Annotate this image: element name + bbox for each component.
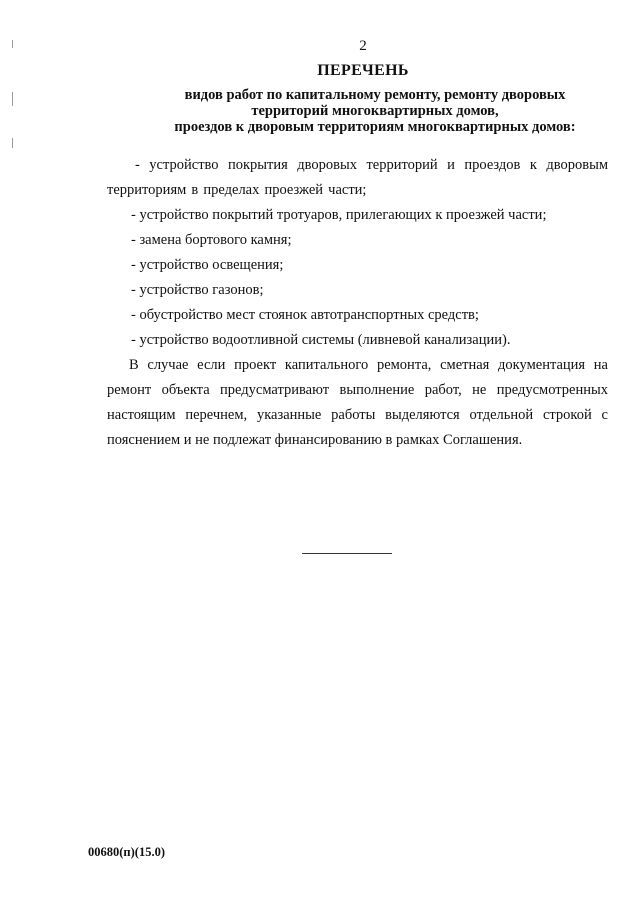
list-item: - устройство покрытий тротуаров, прилегающих к проезжей части;	[131, 207, 547, 223]
list-item: - замена бортового камня;	[131, 232, 292, 248]
document-subtitle	[150, 87, 600, 135]
closing-divider	[302, 553, 392, 554]
list-item: - обустройство мест стоянок автотранспортных средств;	[131, 307, 479, 323]
list-item: - устройство освещения;	[131, 257, 284, 273]
subtitle-line: проездов к дворовым территориям многоквартирных домов:	[174, 119, 576, 135]
document-code: 00680(п)(15.0)	[88, 845, 165, 859]
list-item: - устройство газонов;	[131, 282, 264, 298]
document-title: ПЕРЕЧЕНЬ	[317, 62, 409, 79]
list-item: - устройство водоотливной системы (ливневой канализации).	[131, 332, 511, 348]
document-body	[107, 153, 608, 468]
scan-artifact-mark	[12, 92, 13, 106]
subtitle-line: территорий многоквартирных домов,	[251, 103, 499, 119]
scan-artifact-mark	[12, 138, 13, 148]
list-item: - устройство покрытия дворовых территорий и проездов к дворовым территориям в пределах проезжей части;	[107, 157, 608, 198]
subtitle-line: видов работ по капитальному ремонту, ремонту дворовых	[184, 87, 566, 103]
note-paragraph: В случае если проект капитального ремонта, сметная документация на ремонт объекта предусматривают выполнение работ, не предусмотренных настоящим перечнем, указанные работы выделяются отдельной строкой с пояснением и не подлежат финансированию в рамках Соглашения.	[107, 357, 608, 448]
page-number: 2	[359, 38, 367, 54]
